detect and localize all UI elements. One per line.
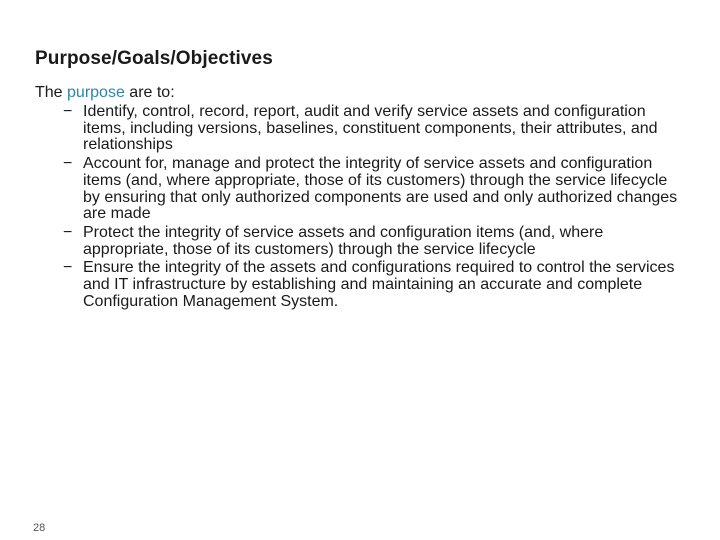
dash-bullet-icon: −	[63, 259, 73, 277]
bullet-text: Protect the integrity of service assets and configuration items (and, where appropriate, those of its customers) through the service lifecycle	[83, 223, 604, 258]
page-number: 28	[33, 522, 46, 534]
bullet-text: Account for, manage and protect the integrity of service assets and configuration items (and, where appropriate, those of its customers) through the service lifecycle by ensuring that only authorized components are used and only authorized changes are made	[83, 155, 678, 223]
intro-text	[35, 84, 175, 102]
bullet-item	[63, 260, 683, 310]
dash-bullet-icon: −	[63, 103, 73, 120]
intro-prefix: The	[35, 84, 68, 101]
intro-highlight: purpose	[67, 84, 125, 101]
bullet-item	[63, 104, 683, 154]
dash-bullet-icon: −	[63, 155, 73, 173]
intro-suffix: are to:	[124, 84, 175, 101]
bullet-list	[63, 104, 683, 312]
bullet-item	[63, 156, 683, 223]
bullet-text: Identify, control, record, report, audit and verify service assets and configuration items, including versions, baselines, constituent components, their attributes, and relationships	[83, 103, 658, 154]
slide-title: Purpose/Goals/Objectives	[35, 48, 273, 69]
bullet-item	[63, 225, 683, 258]
dash-bullet-icon: −	[63, 223, 73, 241]
bullet-text: Ensure the integrity of the assets and configurations required to control the services and IT infrastructure by establishing and maintaining an accurate and complete Configuration Management System.	[83, 259, 675, 310]
